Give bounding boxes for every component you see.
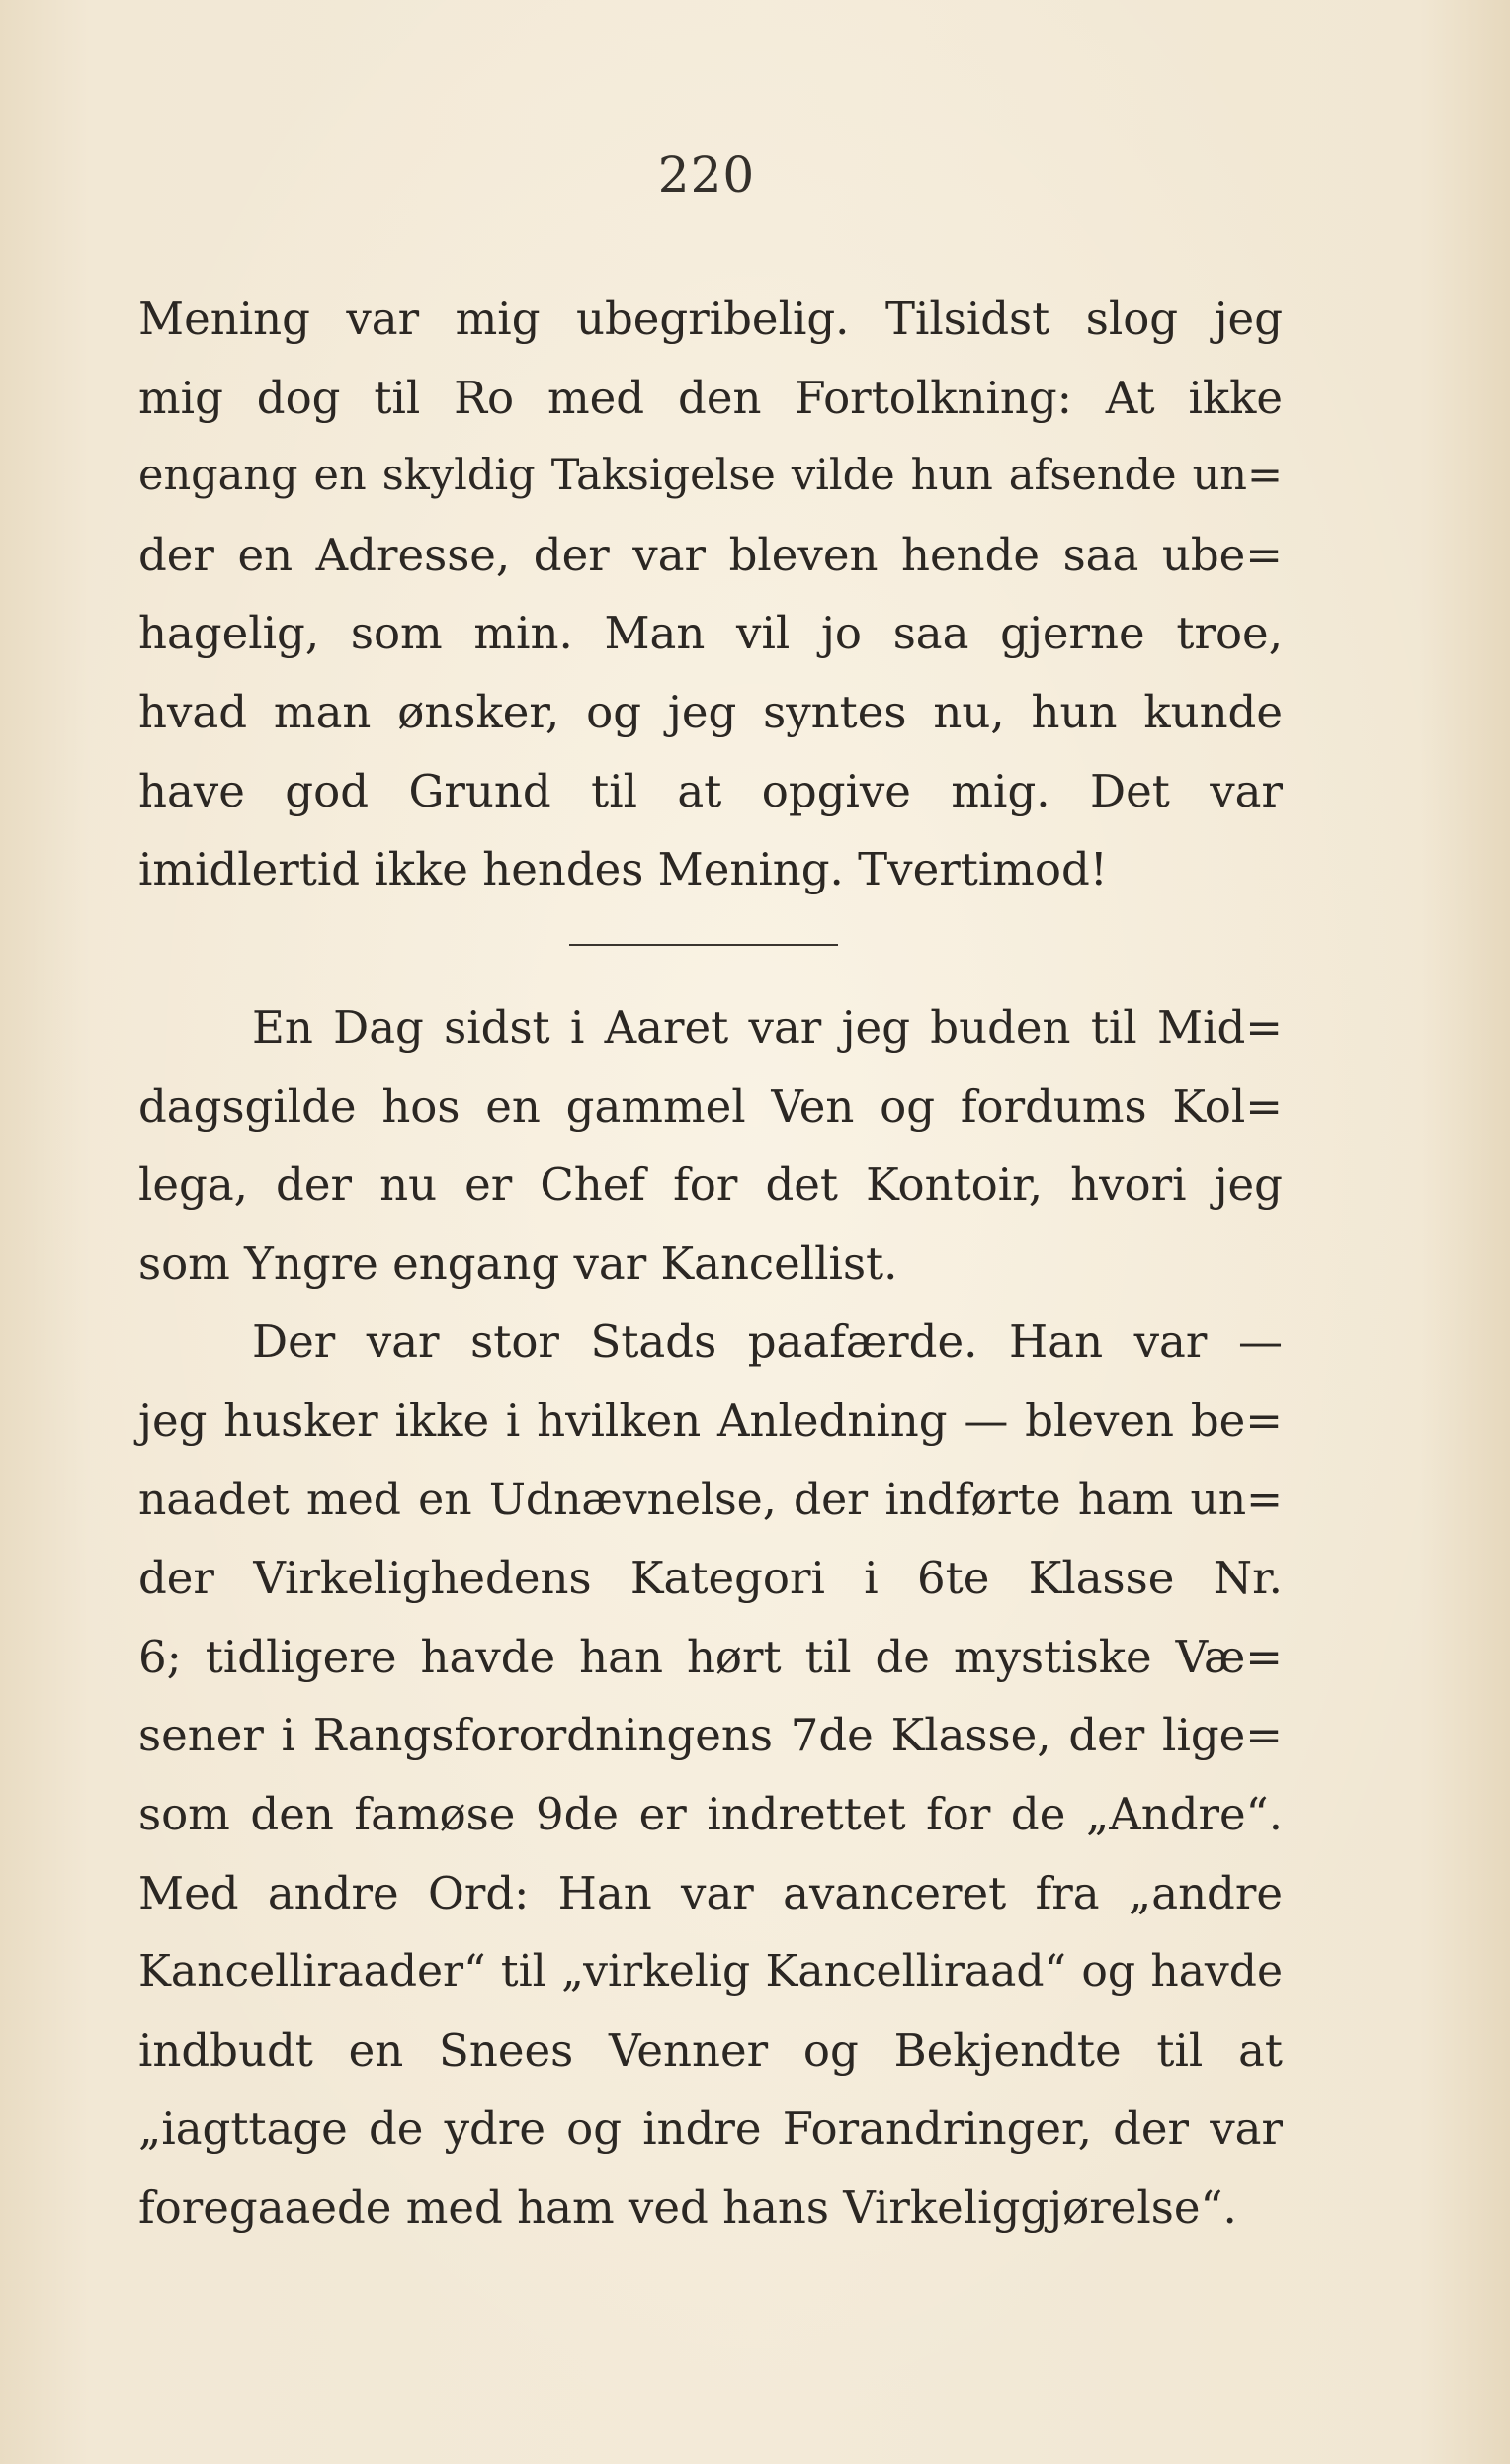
- text-line: hagelig, som min. Man vil jo saa gjerne troe,: [138, 607, 1283, 660]
- text-line: foregaaede med ham ved hans Virkeliggjørelse“.: [138, 2180, 1237, 2234]
- text-line: En Dag sidst i Aaret var jeg buden til Mid=: [252, 1001, 1283, 1054]
- text-line: „iagttage de ydre og indre Forandringer, der var: [138, 2102, 1283, 2156]
- text-line: som den famøse 9de er indrettet for de „Andre“.: [138, 1787, 1283, 1840]
- text-line: Mening var mig ubegribelig. Tilsidst slog jeg: [138, 293, 1283, 345]
- paragraph-1: [138, 280, 1283, 909]
- text-line: engang en skyldig Taksigelse vilde hun afsende un=: [138, 451, 1283, 501]
- text-line: lega, der nu er Chef for det Kontoir, hvori jeg: [138, 1158, 1283, 1212]
- text-line: Med andre Ord: Han var avanceret fra „andre: [138, 1866, 1283, 1919]
- text-line: 6; tidligere havde han hørt til de mystiske Væ=: [138, 1630, 1283, 1683]
- text-line: hvad man ønsker, og jeg syntes nu, hun kunde: [138, 685, 1283, 738]
- text-line: der en Adresse, der var bleven hende saa ube=: [138, 528, 1283, 581]
- text-line: mig dog til Ro med den Fortolkning: At ikke: [138, 371, 1283, 424]
- text-line: Kancelliraader“ til „virkelig Kancelliraad“ og havde: [138, 1946, 1283, 1997]
- text-line: der Virkelighedens Kategori i 6te Klasse Nr.: [138, 1552, 1283, 1605]
- text-line: indbudt en Snees Venner og Bekjendte til at: [138, 2023, 1283, 2077]
- text-line: dagsgilde hos en gammel Ven og fordums Kol=: [138, 1079, 1283, 1133]
- text-line: som Yngre engang var Kancellist.: [138, 1236, 898, 1290]
- section-body: [138, 988, 1283, 2248]
- paragraph-3: [138, 1303, 1283, 2247]
- text-line: naadet med en Udnævnelse, der indførte ham un=: [138, 1474, 1283, 1525]
- text-line: jeg husker ikke i hvilken Anledning — bleven be=: [138, 1394, 1283, 1447]
- text-line: Der var stor Stads paafærde. Han var —: [252, 1316, 1283, 1369]
- text-line: imidlertid ikke hendes Mening. Tvertimod!: [138, 843, 1108, 896]
- page-number: 220: [657, 146, 756, 204]
- paragraph-2: [138, 988, 1283, 1303]
- section-divider: [569, 944, 838, 946]
- text-line: have god Grund til at opgive mig. Det var: [138, 764, 1283, 817]
- text-line: sener i Rangsforordningens 7de Klasse, der lige=: [138, 1709, 1283, 1762]
